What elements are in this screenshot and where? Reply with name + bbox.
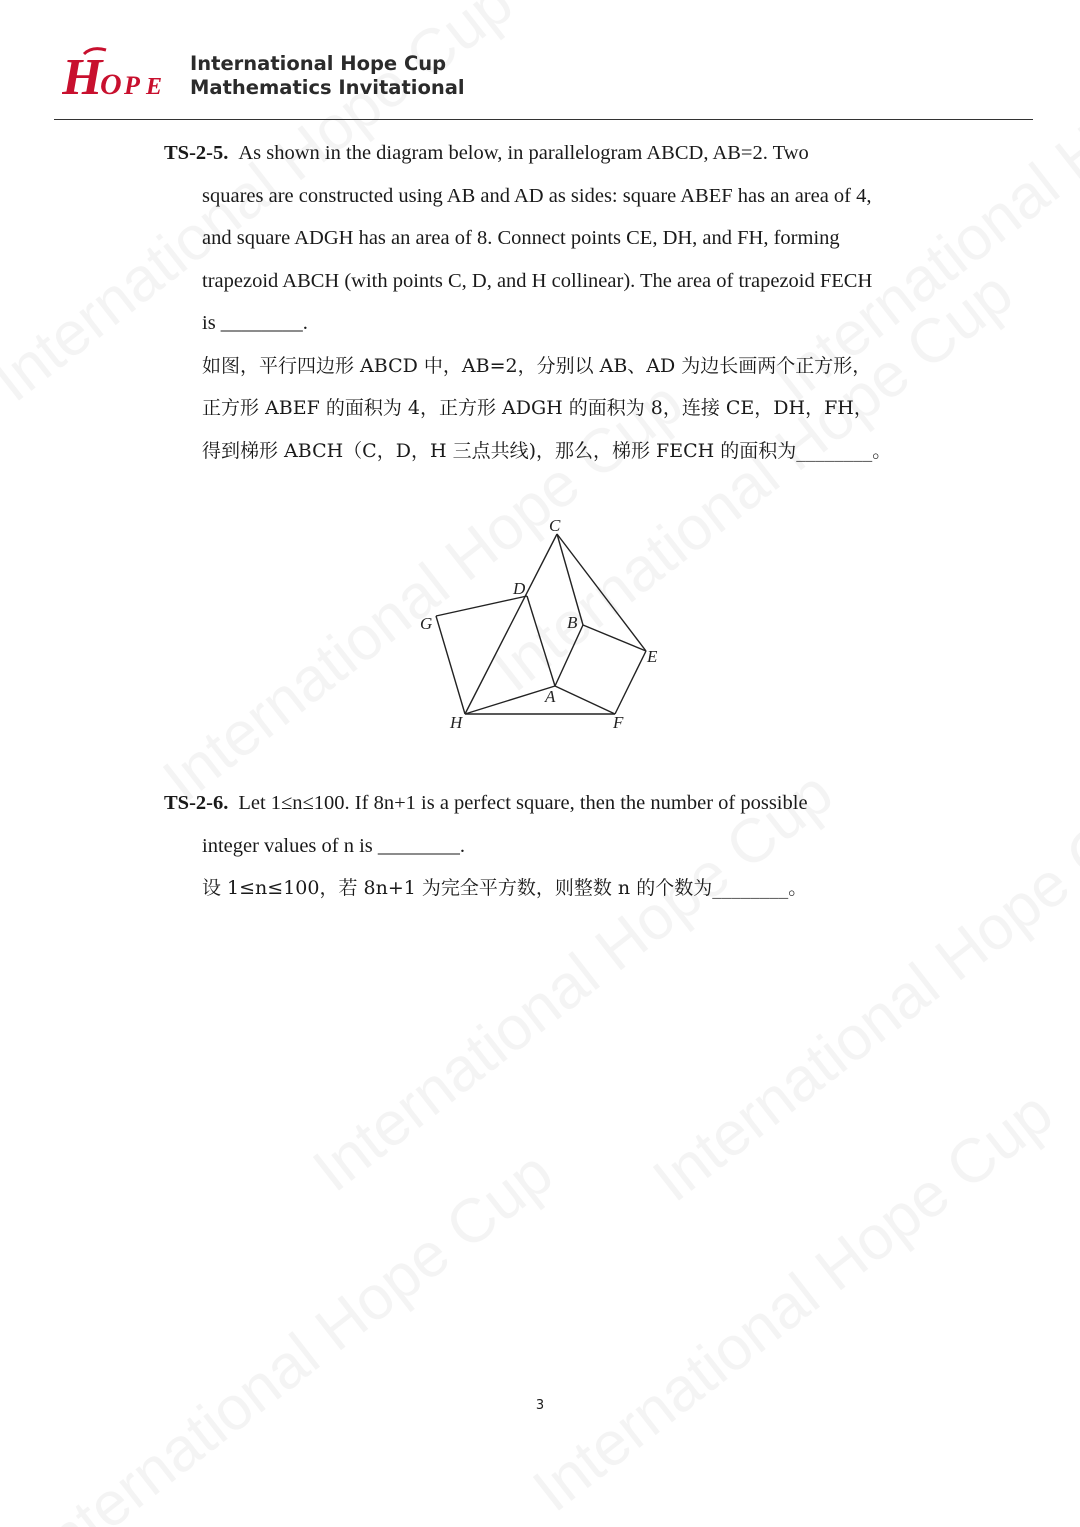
question-text-line: As shown in the diagram below, in parallelogram ABCD, AB=2. Two xyxy=(238,142,809,164)
geometry-diagram xyxy=(400,505,690,745)
org-line-2: Mathematics Invitational xyxy=(190,76,465,99)
svg-text:H: H xyxy=(62,49,103,104)
question-text-line-cn: 正方形 ABEF 的面积为 4，正方形 ADGH 的面积为 8，连接 CE，DH，FH， xyxy=(202,397,873,419)
question-id: TS-2-5. xyxy=(164,142,229,164)
question-text-line: squares are constructed using AB and AD as sides: square ABEF has an area of 4, xyxy=(202,184,872,207)
question-text-line: trapezoid ABCH (with points C, D, and H collinear). The area of trapezoid FECH xyxy=(202,269,873,292)
point-label: D xyxy=(513,579,526,598)
page-number: 3 xyxy=(535,1398,545,1413)
question-text-line-cn: 如图，平行四边形 ABCD 中，AB=2，分别以 AB、AD 为边长画两个正方形， xyxy=(202,354,872,377)
watermark xyxy=(520,1077,1066,1526)
question-text-line: is ________. xyxy=(202,312,308,334)
point-label: B xyxy=(567,613,578,632)
watermark xyxy=(20,1137,566,1527)
point-label: C xyxy=(549,516,561,535)
svg-text:E: E xyxy=(146,74,163,100)
hope-logo xyxy=(62,46,182,104)
question-text-line-cn: 设 1≤n≤100，若 8n+1 为完全平方数，则整数 n 的个数为________。 xyxy=(202,877,808,899)
organization-name xyxy=(190,52,465,100)
question-ts-2-5 xyxy=(164,132,891,472)
question-text-line: and square ADGH has an area of 8. Connect points CE, DH, and FH, forming xyxy=(202,227,840,249)
question-text-line: Let 1≤n≤100. If 8n+1 is a perfect square, then the number of possible xyxy=(238,792,808,814)
point-label: F xyxy=(613,713,624,732)
svg-text:O: O xyxy=(100,68,122,101)
question-text-line: integer values of n is ________. xyxy=(202,834,466,857)
question-ts-2-6 xyxy=(164,782,808,910)
point-label: E xyxy=(647,647,658,666)
page-header xyxy=(0,0,1080,122)
org-line-1: International Hope Cup xyxy=(190,52,447,75)
header-divider xyxy=(54,119,1033,120)
question-id: TS-2-6. xyxy=(164,792,229,814)
point-label: A xyxy=(545,687,556,706)
question-text-line-cn: 得到梯形 ABCH（C，D，H 三点共线)，那么，梯形 FECH 的面积为________。 xyxy=(202,439,892,462)
point-label: G xyxy=(420,614,433,633)
point-label: H xyxy=(450,713,463,732)
svg-text:P: P xyxy=(124,71,140,100)
